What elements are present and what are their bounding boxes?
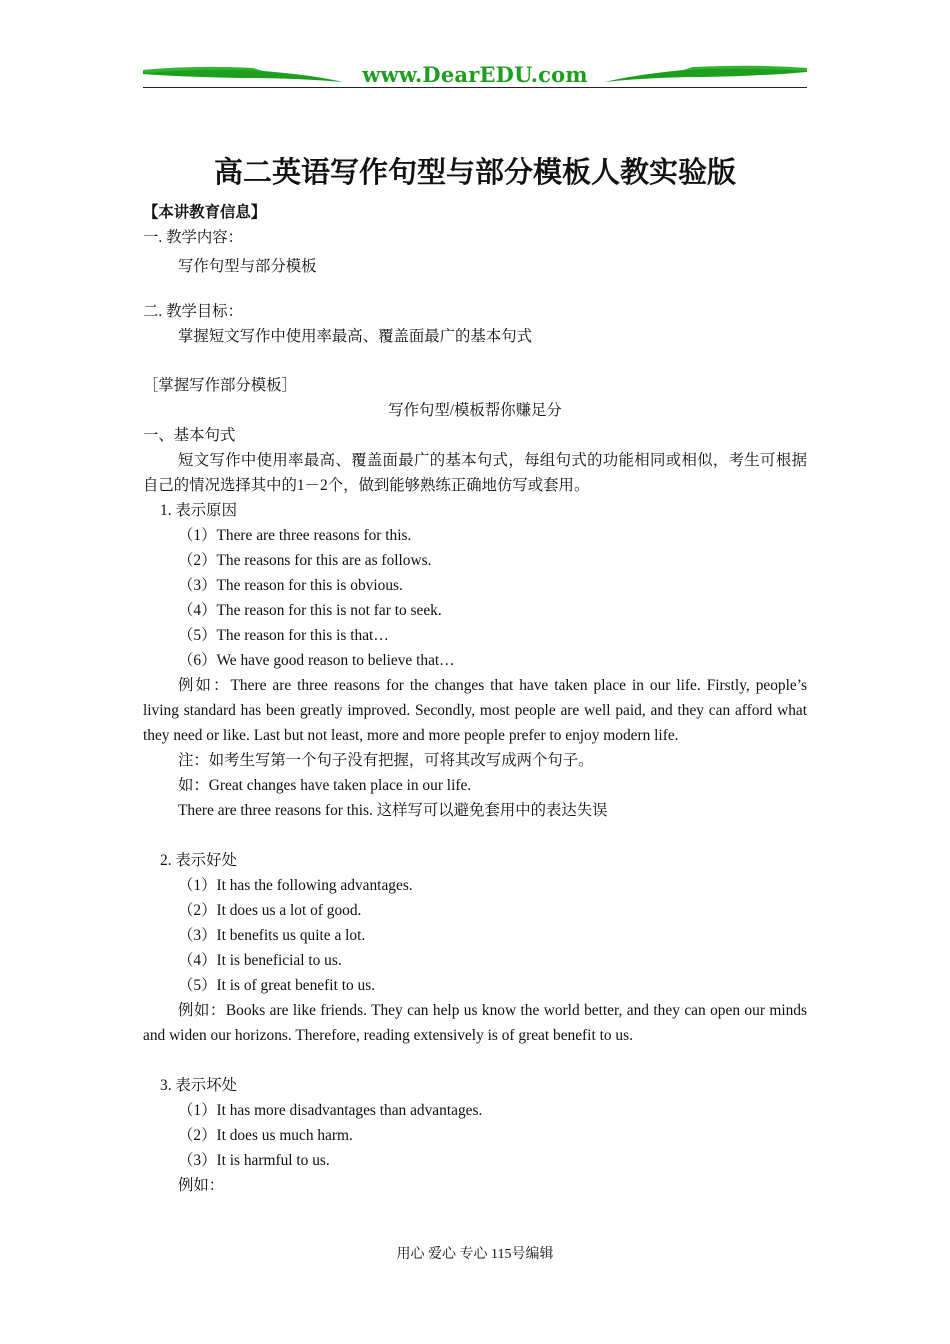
list-item: （1）It has the following advantages.	[178, 877, 413, 894]
list-item: （1）There are three reasons for this.	[178, 527, 412, 544]
reasons-note: 注：如考生写第一个句子没有把握，可将其改写成两个句子。	[178, 752, 594, 769]
list-item: （1）It has more disadvantages than advantages.	[178, 1102, 483, 1119]
template-label: ［掌握写作部分模板］	[143, 377, 297, 394]
list-item: （5）The reason for this is that…	[178, 627, 389, 644]
list-item: （4）It is beneficial to us.	[178, 952, 342, 969]
benefits-example: 例如：Books are like friends. They can help us know the world better, and they can open our minds and widen our horizons. Therefore, reading extensively is of great benefit to us.	[143, 1002, 807, 1044]
harms-heading: 3. 表示坏处	[160, 1077, 237, 1094]
list-item: （2）The reasons for this are as follows.	[178, 552, 432, 569]
list-item: （2）It does us a lot of good.	[178, 902, 362, 919]
teaching-content-text: 写作句型与部分模板	[178, 258, 317, 275]
list-item: （3）It benefits us quite a lot.	[178, 927, 366, 944]
section-label: 【本讲教育信息】	[143, 204, 267, 221]
basic-heading: 一、基本句式	[143, 427, 236, 444]
list-item: （4）The reason for this is not far to seek.	[178, 602, 442, 619]
reasons-note-example-2: There are three reasons for this. 这样写可以避免套用中的表达失误	[178, 802, 608, 819]
reasons-example: 例如：There are three reasons for the changes that have taken place in our life. Firstly, people’s living standard has been greatly improved. Secondly, most people are well paid, and they can afford what they need or like. Last but not least, more and more people prefer to enjoy modern life.	[143, 677, 807, 744]
subtitle: 写作句型/模板帮你赚足分	[388, 402, 562, 419]
site-logo-text[interactable]: www.DearEDU.com	[362, 62, 588, 87]
header-rule	[143, 87, 807, 88]
reasons-heading: 1. 表示原因	[160, 502, 237, 519]
list-item: （3）The reason for this is obvious.	[178, 577, 403, 594]
teaching-goal-text: 掌握短文写作中使用率最高、覆盖面最广的基本句式	[178, 328, 532, 345]
document-body	[143, 200, 807, 1198]
benefits-heading: 2. 表示好处	[160, 852, 237, 869]
basic-intro: 短文写作中使用率最高、覆盖面最广的基本句式，每组句式的功能相同或相似，考生可根据自己的情况选择其中的1－2个，做到能够熟练正确地仿写或套用。	[143, 452, 807, 494]
page-header	[143, 62, 807, 90]
reasons-note-example-1: 如：Great changes have taken place in our life.	[178, 777, 472, 794]
list-item: （5）It is of great benefit to us.	[178, 977, 376, 994]
teaching-goal-heading: 二. 教学目标：	[143, 303, 244, 320]
harms-example: 例如：	[178, 1177, 225, 1194]
list-item: （6）We have good reason to believe that…	[178, 652, 455, 669]
page-footer: 用心 爱心 专心 115号编辑	[396, 1247, 554, 1262]
document-title: 高二英语写作句型与部分模板人教实验版	[213, 157, 736, 189]
teaching-content-heading: 一. 教学内容：	[143, 229, 244, 246]
list-item: （2）It does us much harm.	[178, 1127, 353, 1144]
list-item: （3）It is harmful to us.	[178, 1152, 330, 1169]
